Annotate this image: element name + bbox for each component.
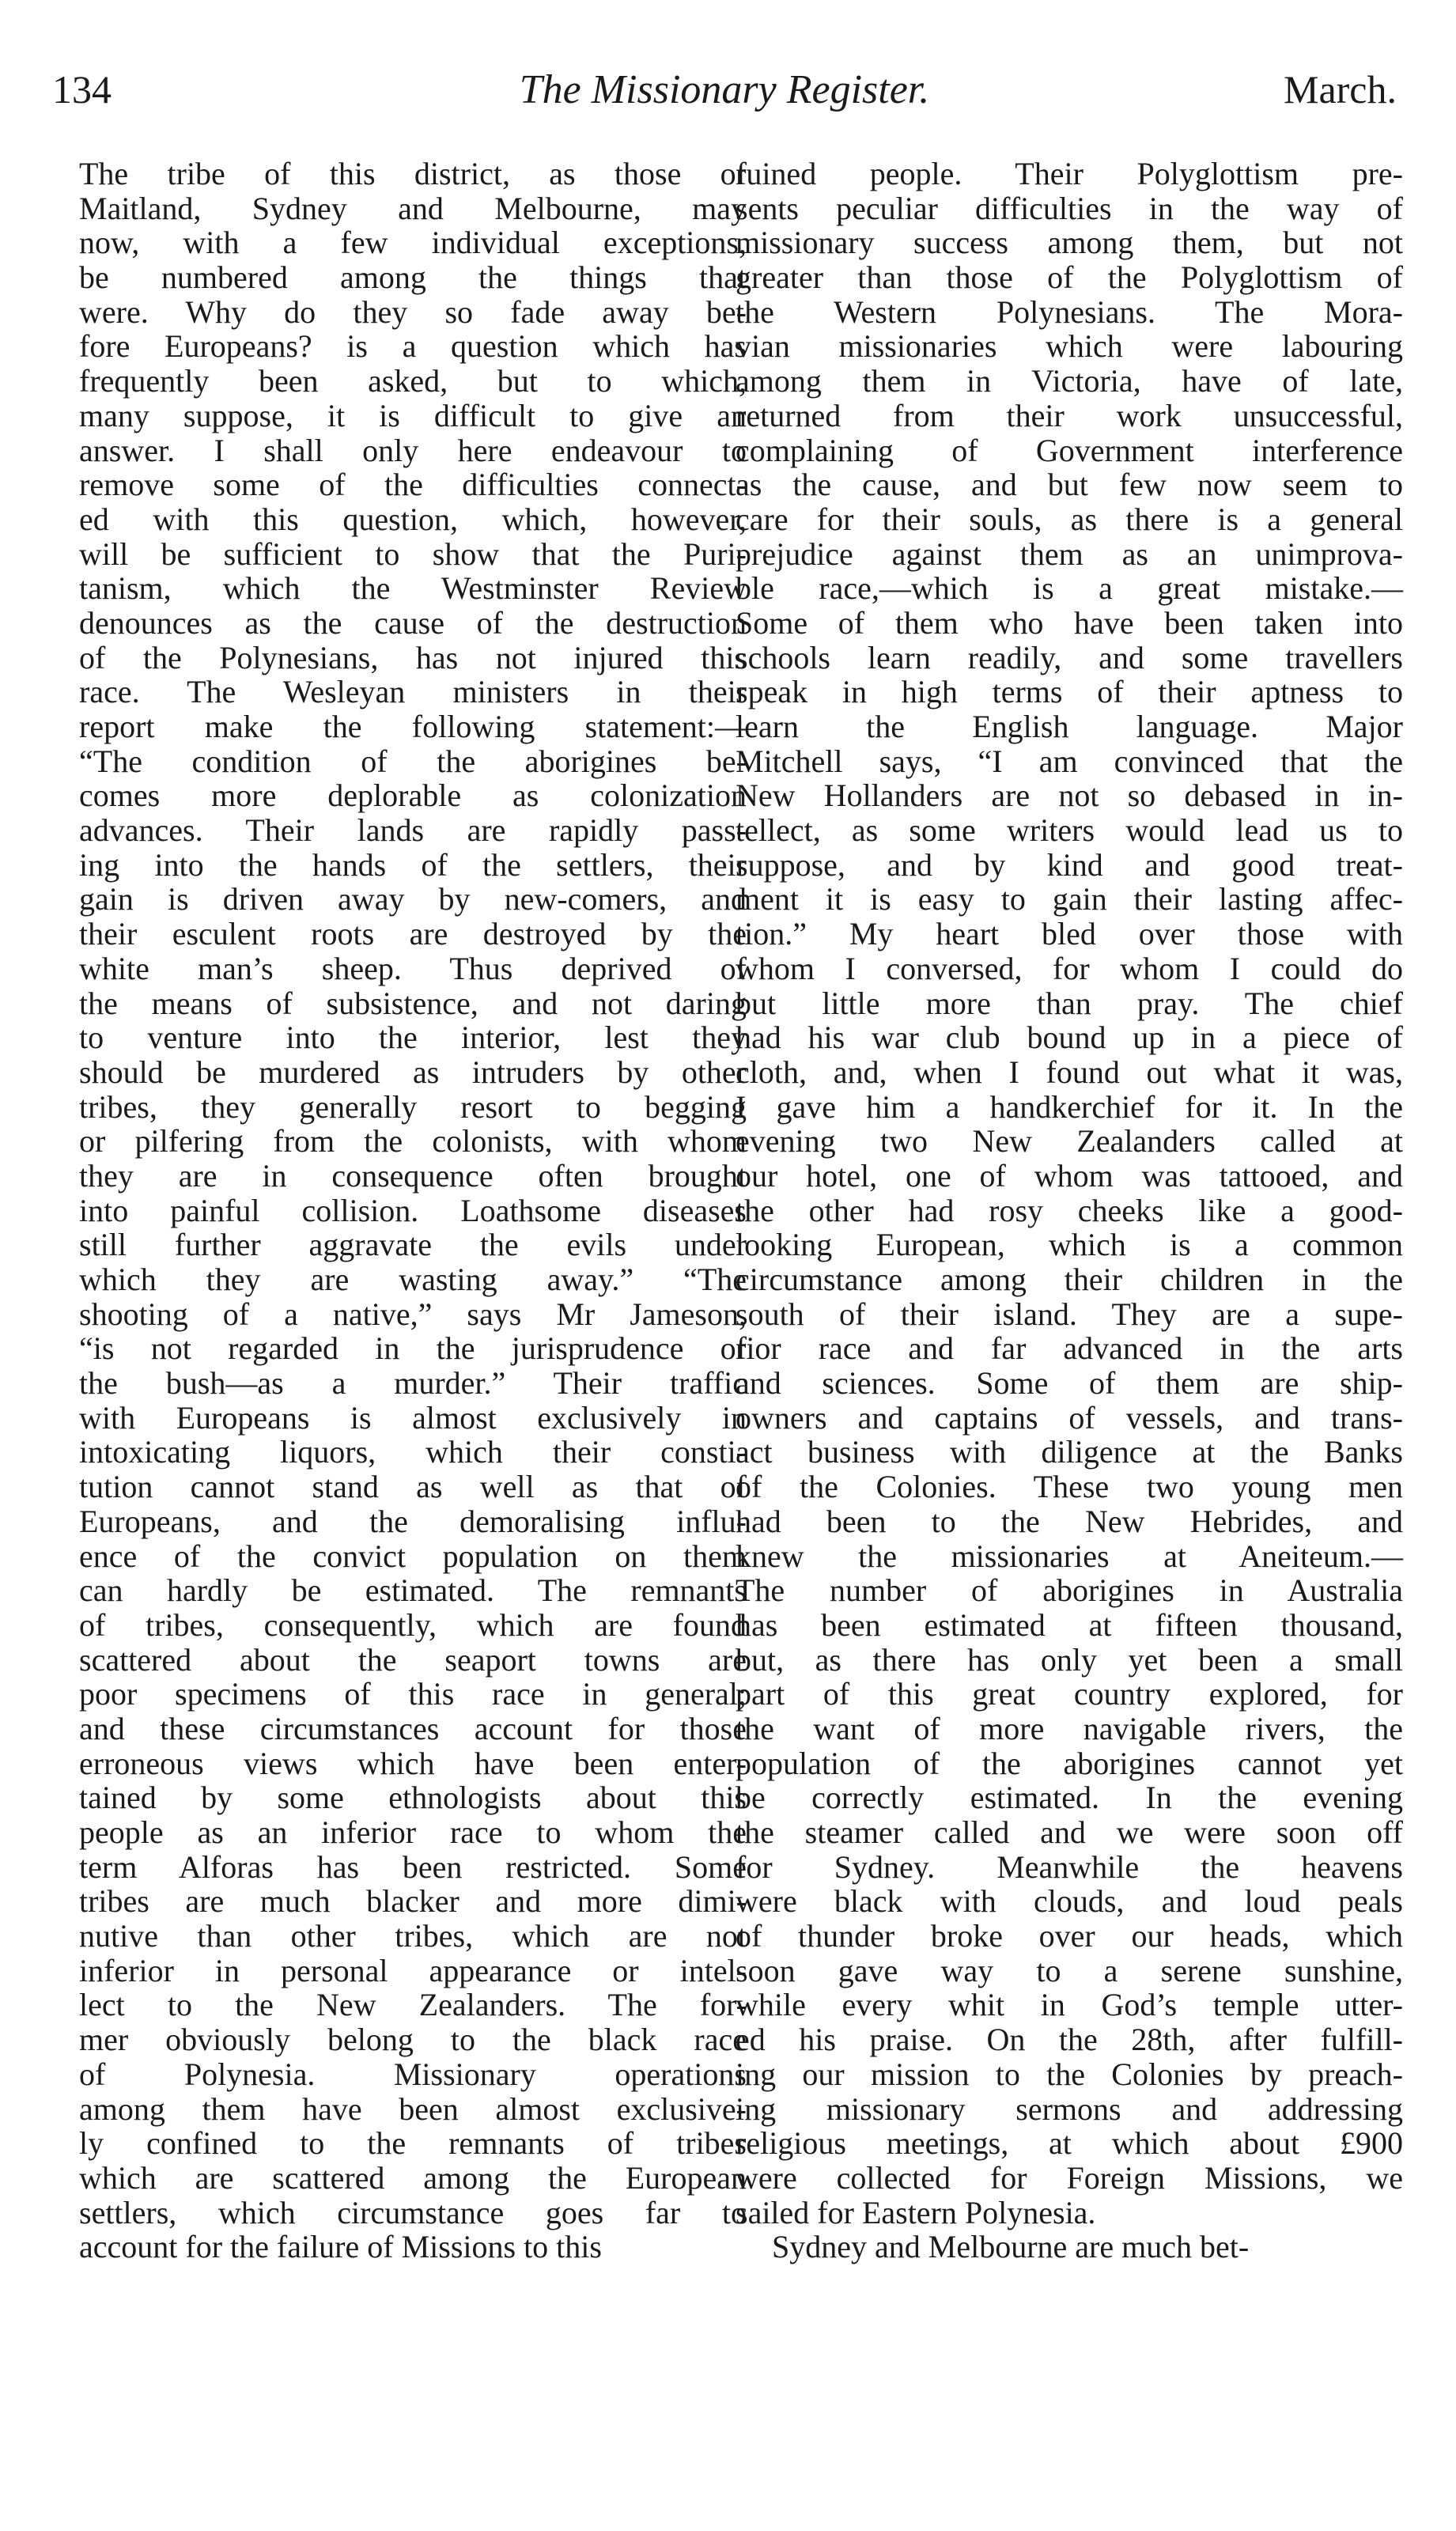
running-title: The Missionary Register. (519, 67, 930, 112)
text-line: mer obviously belong to the black race (79, 2022, 747, 2058)
text-line: but, as there has only yet been a small (736, 1641, 1403, 1678)
text-line: complaining of Government interference (736, 432, 1403, 468)
text-line: inferior in personal appearance or intel- (79, 1952, 747, 1988)
text-line: circumstance among their children in the (736, 1262, 1403, 1297)
text-line: to venture into the interior, lest they (79, 1020, 747, 1056)
text-line: with Europeans is almost exclusively in (79, 1399, 747, 1436)
text-line: settlers, which circumstance goes far to (79, 2194, 747, 2230)
text-line: tained by some ethnologists about this (79, 1780, 747, 1816)
text-line: religious meetings, at which about £900 (736, 2125, 1403, 2162)
text-line: learn the English language. Major (736, 709, 1403, 744)
text-line: and sciences. Some of them are ship- (736, 1365, 1403, 1402)
text-line: be correctly estimated. In the evening (736, 1780, 1403, 1816)
text-line: I gave him a handkerchief for it. In the (736, 1088, 1403, 1125)
text-line: “is not regarded in the jurisprudence of (79, 1330, 747, 1367)
text-line: tion.” My heart bled over those with (736, 916, 1403, 952)
text-line: be numbered among the things that (79, 259, 747, 296)
text-line: into painful collision. Loathsome diseases (79, 1192, 747, 1228)
text-line: whom I conversed, for whom I could do (736, 950, 1403, 986)
text-line: among them in Victoria, have of late, (736, 363, 1403, 399)
text-line: looking European, which is a common (736, 1227, 1403, 1263)
text-line: white man’s sheep. Thus deprived of (79, 950, 747, 986)
text-line: cloth, and, when I found out what it was, (736, 1054, 1403, 1090)
text-line: people as an inferior race to whom the (79, 1814, 747, 1850)
text-line: The number of aborigines in Australia (736, 1572, 1403, 1609)
text-line: south of their island. They are a supe- (736, 1296, 1403, 1332)
text-line: scattered about the seaport towns are (79, 1641, 747, 1678)
text-line: had been to the New Hebrides, and (736, 1503, 1403, 1539)
text-line: of the Colonies. These two young men (736, 1469, 1403, 1505)
text-line: which are scattered among the European (79, 2159, 747, 2196)
text-line: report make the following statement:— (79, 709, 747, 744)
text-line: fore Europeans? is a question which has (79, 328, 747, 365)
text-line: tellect, as some writers would lead us to (736, 812, 1403, 849)
text-line: of the Polynesians, has not injured this (79, 639, 747, 675)
page-header (52, 66, 1397, 138)
text-line: will be sufficient to show that the Puri- (79, 535, 747, 572)
text-line: ing our mission to the Colonies by preach- (736, 2056, 1403, 2092)
text-line: New Hollanders are not so debased in in- (736, 777, 1403, 814)
text-line: sents peculiar difficulties in the way of (736, 190, 1403, 226)
right-column (736, 157, 1403, 2264)
text-line: poor specimens of this race in general; (79, 1676, 747, 1712)
text-line: or pilfering from the colonists, with whom (79, 1123, 747, 1160)
text-line: nutive than other tribes, which are not (79, 1918, 747, 1954)
text-line: advances. Their lands are rapidly pass- (79, 812, 747, 849)
text-line: greater than those of the Polyglottism of (736, 259, 1403, 296)
text-line: tution cannot stand as well as that of (79, 1469, 747, 1505)
left-column (79, 157, 747, 2264)
text-line: prejudice against them as an unimprova- (736, 535, 1403, 572)
text-line: were. Why do they so fade away be- (79, 293, 747, 330)
text-line: lect to the New Zealanders. The for- (79, 1987, 747, 2023)
text-line: and these circumstances account for those (79, 1710, 747, 1746)
text-line: which they are wasting away.” “The (79, 1262, 747, 1297)
text-line: intoxicating liquors, which their consti- (79, 1434, 747, 1470)
page-number: 134 (52, 67, 112, 112)
text-line: comes more deplorable as colonization (79, 777, 747, 814)
text-line: should be murdered as intruders by other (79, 1054, 747, 1090)
text-line: gain is driven away by new-comers, and (79, 881, 747, 917)
text-line: can hardly be estimated. The remnants (79, 1572, 747, 1609)
text-line: ence of the convict population on them (79, 1538, 747, 1574)
text-line: had his war club bound up in a piece of (736, 1020, 1403, 1056)
text-line: has been estimated at fifteen thousand, (736, 1606, 1403, 1643)
text-line: suppose, and by kind and good treat- (736, 846, 1403, 883)
text-line: term Alforas has been restricted. Some (79, 1848, 747, 1885)
text-line: among them have been almost exclusive- (79, 2090, 747, 2127)
text-line: account for the failure of Missions to this (79, 2229, 602, 2265)
text-line: for Sydney. Meanwhile the heavens (736, 1848, 1403, 1885)
text-line: the Western Polynesians. The Mora- (736, 293, 1403, 330)
text-line: act business with diligence at the Banks (736, 1434, 1403, 1470)
text-line: missionary success among them, but not (736, 225, 1403, 261)
text-line: the other had rosy cheeks like a good- (736, 1192, 1403, 1228)
text-line: ruined people. Their Polyglottism pre- (736, 156, 1403, 191)
month-label: March. (1284, 67, 1397, 112)
text-line: “The condition of the aborigines be- (79, 743, 747, 779)
text-line: but little more than pray. The chief (736, 985, 1403, 1021)
text-line: population of the aborigines cannot yet (736, 1745, 1403, 1781)
text-line: now, with a few individual exceptions, (79, 225, 747, 261)
text-line: evening two New Zealanders called at (736, 1123, 1403, 1160)
text-line: sailed for Eastern Polynesia. (736, 2194, 1096, 2230)
text-line: schools learn readily, and some travellers (736, 639, 1403, 675)
text-line: while every whit in God’s temple utter- (736, 1987, 1403, 2023)
text-line: frequently been asked, but to which, (79, 363, 747, 399)
text-line: owners and captains of vessels, and trans- (736, 1399, 1403, 1436)
text-line: of thunder broke over our heads, which (736, 1918, 1403, 1954)
text-line: Maitland, Sydney and Melbourne, may (79, 190, 747, 226)
text-line: their esculent roots are destroyed by the (79, 916, 747, 952)
text-line: Some of them who have been taken into (736, 604, 1403, 641)
text-line: care for their souls, as there is a general (736, 501, 1403, 537)
text-line: tanism, which the Westminster Review (79, 570, 747, 607)
text-line: were black with clouds, and loud peals (736, 1883, 1403, 1920)
text-line: the want of more navigable rivers, the (736, 1710, 1403, 1746)
text-line: Europeans, and the demoralising influ- (79, 1503, 747, 1539)
text-line: as the cause, and but few now seem to (736, 467, 1403, 503)
text-line: still further aggravate the evils under (79, 1227, 747, 1263)
text-line: ble race,—which is a great mistake.— (736, 570, 1403, 607)
text-line: race. The Wesleyan ministers in their (79, 674, 747, 710)
text-line: ed with this question, which, however, (79, 501, 747, 537)
text-line: ed his praise. On the 28th, after fulfill- (736, 2022, 1403, 2058)
text-line: they are in consequence often brought (79, 1157, 747, 1194)
text-line: tribes, they generally resort to begging (79, 1088, 747, 1125)
text-line: the bush—as a murder.” Their traffic (79, 1365, 747, 1402)
text-line: returned from their work unsuccessful, (736, 397, 1403, 433)
text-line: many suppose, it is difficult to give an (79, 397, 747, 433)
text-line: ing into the hands of the settlers, their (79, 846, 747, 883)
text-line: the means of subsistence, and not daring (79, 985, 747, 1021)
text-line: remove some of the difficulties connect- (79, 467, 747, 503)
text-line: rior race and far advanced in the arts (736, 1330, 1403, 1367)
text-line: vian missionaries which were labouring (736, 328, 1403, 365)
text-line: ing missionary sermons and addressing (736, 2090, 1403, 2127)
text-line: were collected for Foreign Missions, we (736, 2159, 1403, 2196)
text-line: part of this great country explored, for (736, 1676, 1403, 1712)
text-line: of tribes, consequently, which are found (79, 1606, 747, 1643)
text-line: tribes are much blacker and more dimi- (79, 1883, 747, 1920)
text-line: speak in high terms of their aptness to (736, 674, 1403, 710)
text-line: answer. I shall only here endeavour to (79, 432, 747, 468)
text-line: the steamer called and we were soon off (736, 1814, 1403, 1850)
text-line: ment it is easy to gain their lasting affec- (736, 881, 1403, 917)
text-line: ly confined to the remnants of tribes (79, 2125, 747, 2162)
text-line: shooting of a native,” says Mr Jameson, (79, 1296, 747, 1332)
text-line: Mitchell says, “I am convinced that the (736, 743, 1403, 779)
text-line: The tribe of this district, as those of (79, 156, 747, 191)
text-line: soon gave way to a serene sunshine, (736, 1952, 1403, 1988)
text-line: knew the missionaries at Aneiteum.— (736, 1538, 1403, 1574)
text-line: of Polynesia. Missionary operations (79, 2056, 747, 2092)
text-line: denounces as the cause of the destruction (79, 604, 747, 641)
text-line: erroneous views which have been enter- (79, 1745, 747, 1781)
text-line: our hotel, one of whom was tattooed, and (736, 1157, 1403, 1194)
text-line: Sydney and Melbourne are much bet- (772, 2229, 1250, 2265)
